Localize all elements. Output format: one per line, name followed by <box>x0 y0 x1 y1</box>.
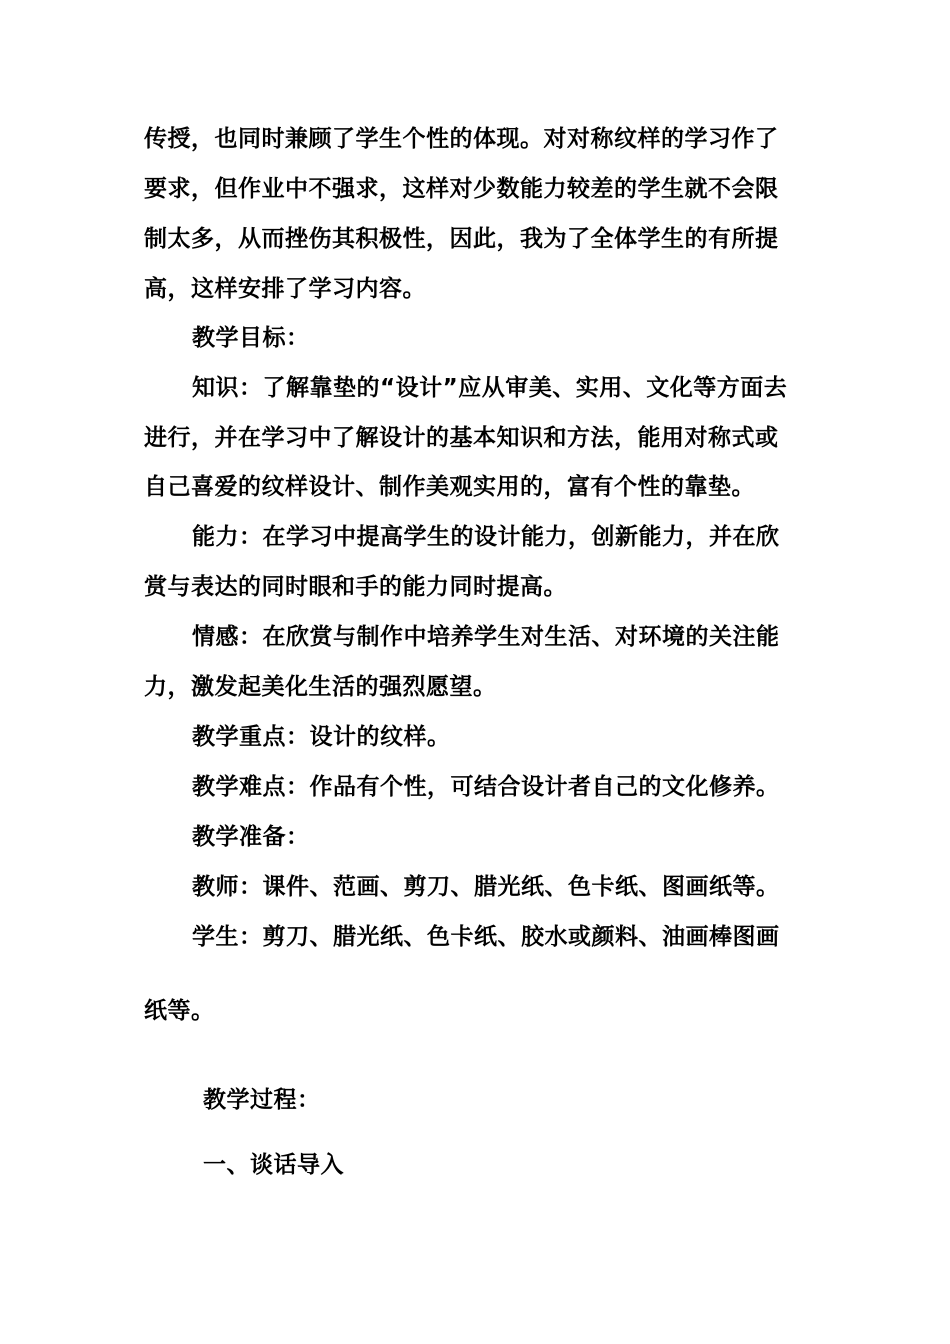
paragraph-line: 要求，但作业中不强求，这样对少数能力较差的学生就不会限 <box>144 176 779 202</box>
paragraph-line: 教学重点：设计的纹样。 <box>192 724 451 750</box>
section-heading: 教学过程： <box>203 1087 321 1113</box>
paragraph-line: 情感：在欣赏与制作中培养学生对生活、对环境的关注能 <box>192 624 780 650</box>
paragraph-line: 知识：了解靠垫的“设计”应从审美、实用、文化等方面去 <box>192 375 788 401</box>
paragraph-line: 能力：在学习中提高学生的设计能力，创新能力，并在欣 <box>192 524 780 550</box>
paragraph-line: 学生：剪刀、腊光纸、色卡纸、胶水或颜料、油画棒图画 <box>192 924 780 950</box>
paragraph-line: 传授，也同时兼顾了学生个性的体现。对对称纹样的学习作了 <box>144 126 779 152</box>
paragraph-line: 高，这样安排了学习内容。 <box>144 276 426 302</box>
paragraph-line: 力，激发起美化生活的强烈愿望。 <box>144 674 497 700</box>
paragraph-line: 纸等。 <box>144 998 215 1024</box>
section-heading: 一、谈话导入 <box>203 1152 344 1178</box>
section-heading: 教学准备： <box>192 824 310 850</box>
section-heading: 教学目标： <box>192 325 310 351</box>
paragraph-line: 教学难点：作品有个性，可结合设计者自己的文化修养。 <box>192 774 780 800</box>
paragraph-line: 赏与表达的同时眼和手的能力同时提高。 <box>144 574 567 600</box>
paragraph-line: 进行，并在学习中了解设计的基本知识和方法，能用对称式或 <box>144 425 779 451</box>
paragraph-line: 制太多，从而挫伤其积极性，因此，我为了全体学生的有所提 <box>144 226 779 252</box>
paragraph-line: 教师：课件、范画、剪刀、腊光纸、色卡纸、图画纸等。 <box>192 874 780 900</box>
paragraph-line: 自己喜爱的纹样设计、制作美观实用的，富有个性的靠垫。 <box>144 474 755 500</box>
